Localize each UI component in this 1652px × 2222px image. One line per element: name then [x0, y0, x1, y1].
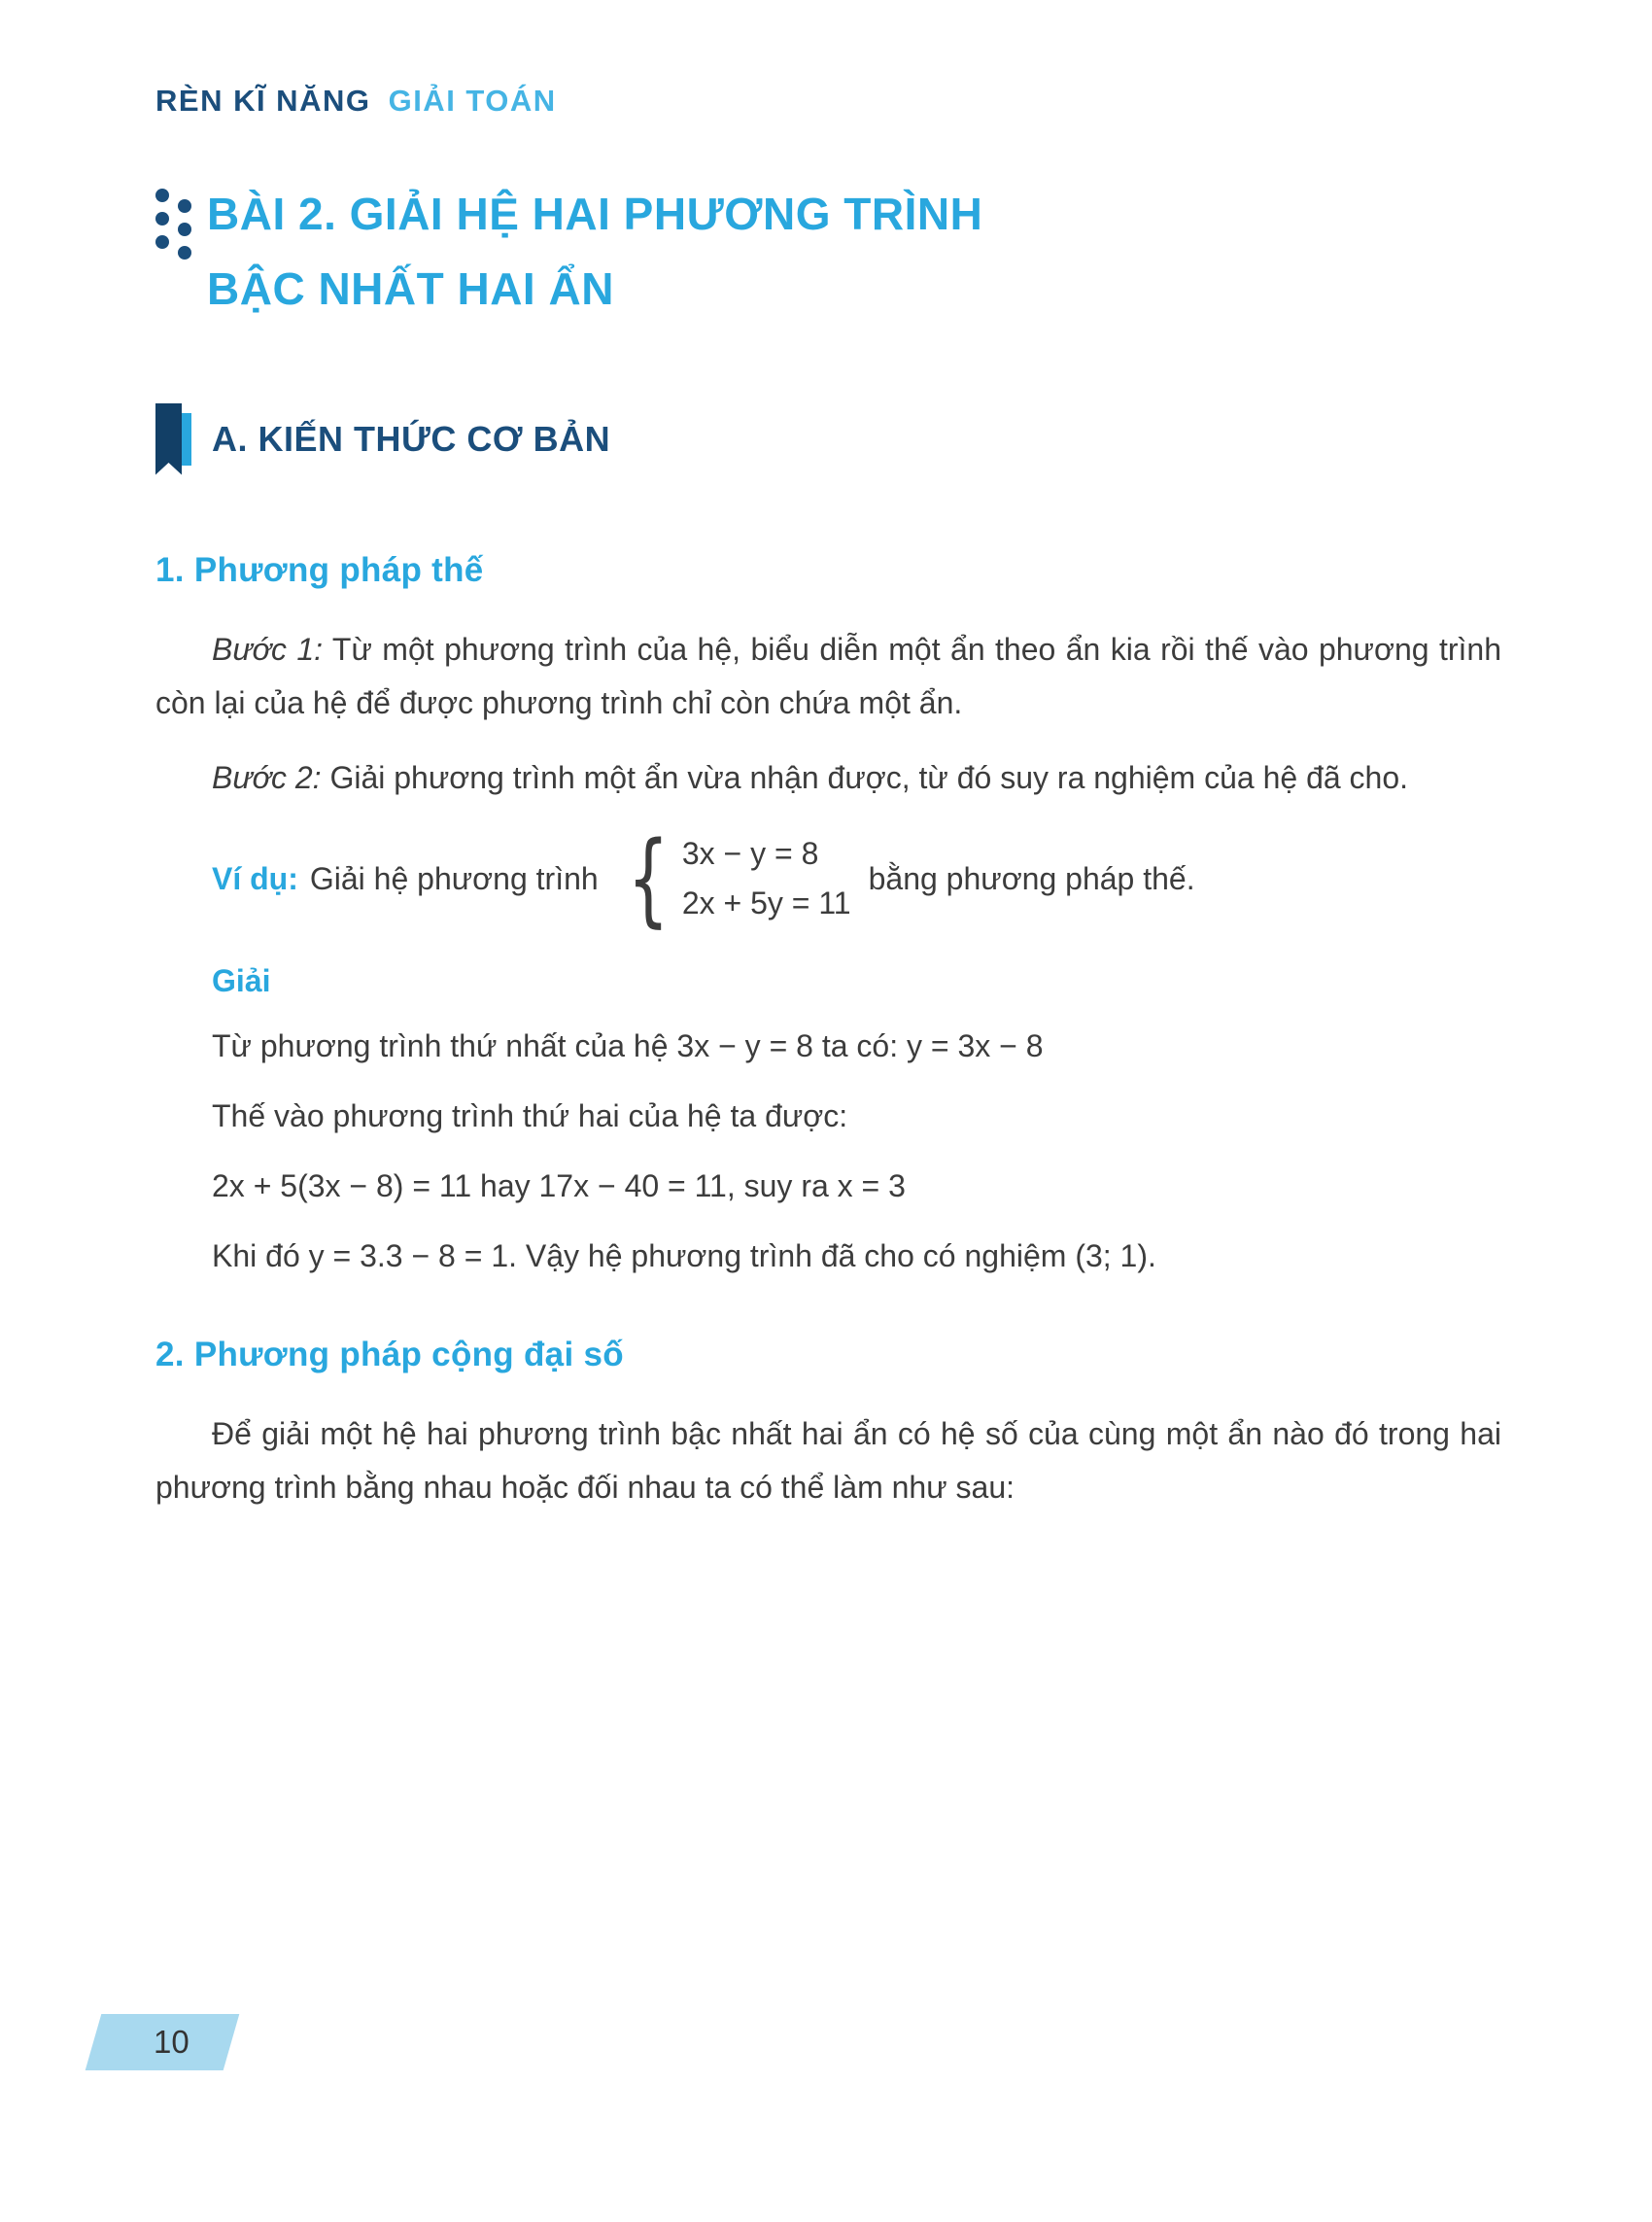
- header-brand: [155, 84, 1501, 119]
- system-equation-2: 2x + 5y = 11: [681, 885, 851, 921]
- method1-heading: 1. Phương pháp thế: [155, 550, 484, 589]
- brand-primary-text: RÈN KĨ NĂNG: [155, 84, 371, 118]
- dot: [178, 246, 191, 260]
- dot: [178, 199, 191, 213]
- brand-secondary-text: GIẢI TOÁN: [388, 84, 557, 118]
- dot: [155, 189, 169, 202]
- solution-line-4: Khi đó y = 3.3 − 8 = 1. Vậy hệ phương trình đã cho có nghiệm (3; 1).: [212, 1238, 1156, 1274]
- lesson-title-block: [155, 177, 1501, 328]
- section-a-title: A. KIẾN THỨC CƠ BẢN: [212, 418, 611, 459]
- lesson-title-line2: BẬC NHẤT HAI ẨN: [207, 263, 614, 315]
- example-pre-text: Giải hệ phương trình: [309, 860, 599, 896]
- example-label: Ví dụ:: [212, 860, 298, 896]
- page-number: 10: [154, 2024, 189, 2060]
- method2-intro-paragraph: Để giải một hệ hai phương trình bậc nhất hai ẩn có hệ số của cùng một ẩn nào đó trong hai phương trình bằng nhau hoặc đối nhau ta có thể làm như sau:: [155, 1416, 1501, 1506]
- section-a-heading-row: [155, 403, 1501, 475]
- dots-grid-icon: [155, 189, 191, 266]
- example-post-text: bằng phương pháp thế.: [868, 860, 1195, 896]
- step1-label: Bước 1:: [212, 631, 324, 667]
- step1-text: Từ một phương trình của hệ, biểu diễn một ẩn theo ẩn kia rồi thế vào phương trình còn lại của hệ để được phương trình chỉ còn chứa một ẩn.: [155, 631, 1502, 720]
- solution-line-3: 2x + 5(3x − 8) = 11 hay 17x − 40 = 11, suy ra x = 3: [212, 1168, 906, 1204]
- solution-line-2: Thế vào phương trình thứ hai của hệ ta được:: [212, 1098, 848, 1134]
- step2-text: Giải phương trình một ẩn vừa nhận được, từ đó suy ra nghiệm của hệ đã cho.: [329, 759, 1409, 795]
- solution-line-1: Từ phương trình thứ nhất của hệ 3x − y = 8 ta có: y = 3x − 8: [212, 1028, 1044, 1064]
- equation-system: [616, 818, 851, 938]
- bookmark-icon-dark-part: [155, 403, 182, 475]
- dot: [155, 235, 169, 249]
- lesson-title-line1: BÀI 2. GIẢI HỆ HAI PHƯƠNG TRÌNH: [207, 189, 983, 239]
- dot: [155, 212, 169, 226]
- system-equation-1: 3x − y = 8: [681, 836, 819, 872]
- dot: [178, 223, 191, 236]
- example-row: [212, 818, 1501, 938]
- page-content: [0, 84, 1652, 1514]
- lesson-title: [207, 177, 982, 328]
- bookmark-icon: [155, 403, 198, 475]
- left-brace-glyph: {: [627, 818, 670, 938]
- page-number-badge: [86, 2014, 240, 2070]
- textbook-page: [0, 84, 1652, 2222]
- solution-label: Giải: [212, 963, 271, 999]
- system-equations: [682, 836, 851, 921]
- method2-heading: 2. Phương pháp cộng đại số: [155, 1336, 624, 1374]
- method1-step1-paragraph: [155, 623, 1501, 730]
- method1-step2-paragraph: [155, 751, 1501, 805]
- step2-label: Bước 2:: [212, 759, 322, 795]
